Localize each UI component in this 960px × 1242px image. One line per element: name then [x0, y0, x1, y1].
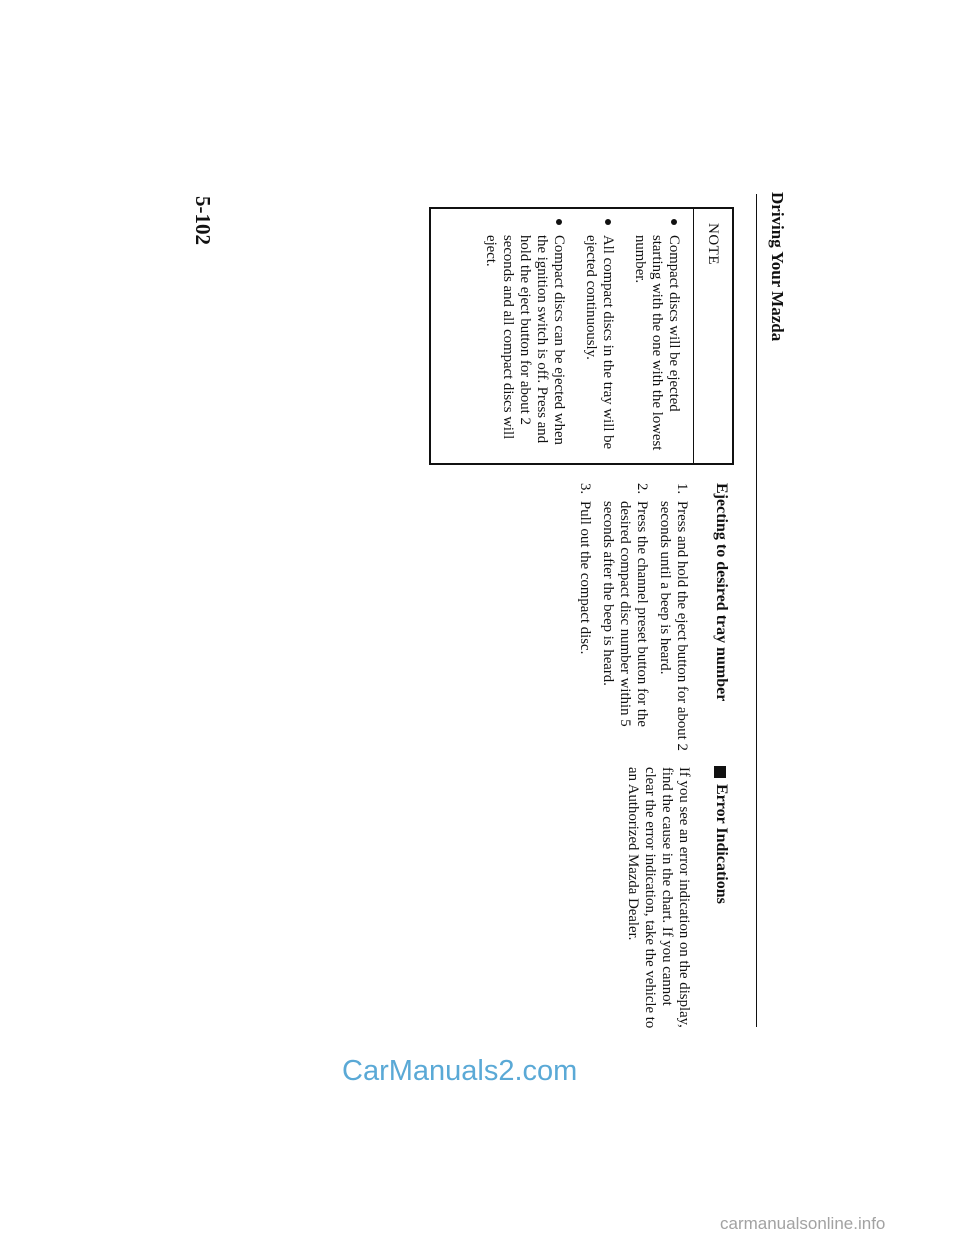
- bullet-icon: [671, 219, 677, 225]
- section-square-icon: [714, 766, 726, 778]
- page-number: 5-102: [191, 196, 215, 245]
- ejecting-section-title: Ejecting to desired tray number: [713, 483, 730, 702]
- running-header: Driving Your Mazda: [768, 192, 787, 342]
- note-item: [482, 219, 567, 459]
- step-item: [576, 483, 593, 751]
- note-list: [467, 219, 682, 459]
- step-item: [656, 483, 690, 751]
- step-number: 2.: [634, 483, 650, 495]
- bullet-icon: [605, 219, 611, 225]
- note-item-text: Compact discs will be ejected starting with the one with the lowest number.: [632, 235, 682, 451]
- error-section-title: Error Indications: [713, 784, 730, 904]
- step-text: Press the channel preset button for the desired compact disc number within 5 seconds after the beep is heard.: [600, 501, 650, 727]
- step-number: 1.: [674, 483, 690, 495]
- bullet-icon: [556, 219, 562, 225]
- note-item-text: All compact discs in the tray will be ejected continuously.: [583, 235, 616, 450]
- step-item: [599, 483, 650, 751]
- watermark-carmanualsonline: carmanualsonline.info: [720, 1214, 886, 1233]
- step-text: Press and hold the eject button for about 2 seconds until a beep is heard.: [657, 501, 690, 751]
- step-text: Pull out the compact disc.: [577, 501, 593, 655]
- error-body-text: If you see an error indication on the display, find the cause in the chart. If you cannot clear the error indication, take the vehicle to an Authorized Mazda Dealer.: [625, 767, 692, 1029]
- watermark-carmanuals2: CarManuals2.com: [342, 1055, 578, 1087]
- note-item-text: Compact discs can be ejected when the ignition switch is off. Press and hold the eject button for about 2 seconds and all compact discs will eject.: [483, 235, 567, 445]
- note-item: [582, 219, 616, 459]
- note-box: [429, 207, 734, 465]
- note-item: [631, 219, 682, 459]
- ejecting-steps: [570, 483, 690, 751]
- note-heading: NOTE: [693, 209, 732, 463]
- header-rule: [756, 194, 757, 1027]
- step-number: 3.: [577, 483, 593, 495]
